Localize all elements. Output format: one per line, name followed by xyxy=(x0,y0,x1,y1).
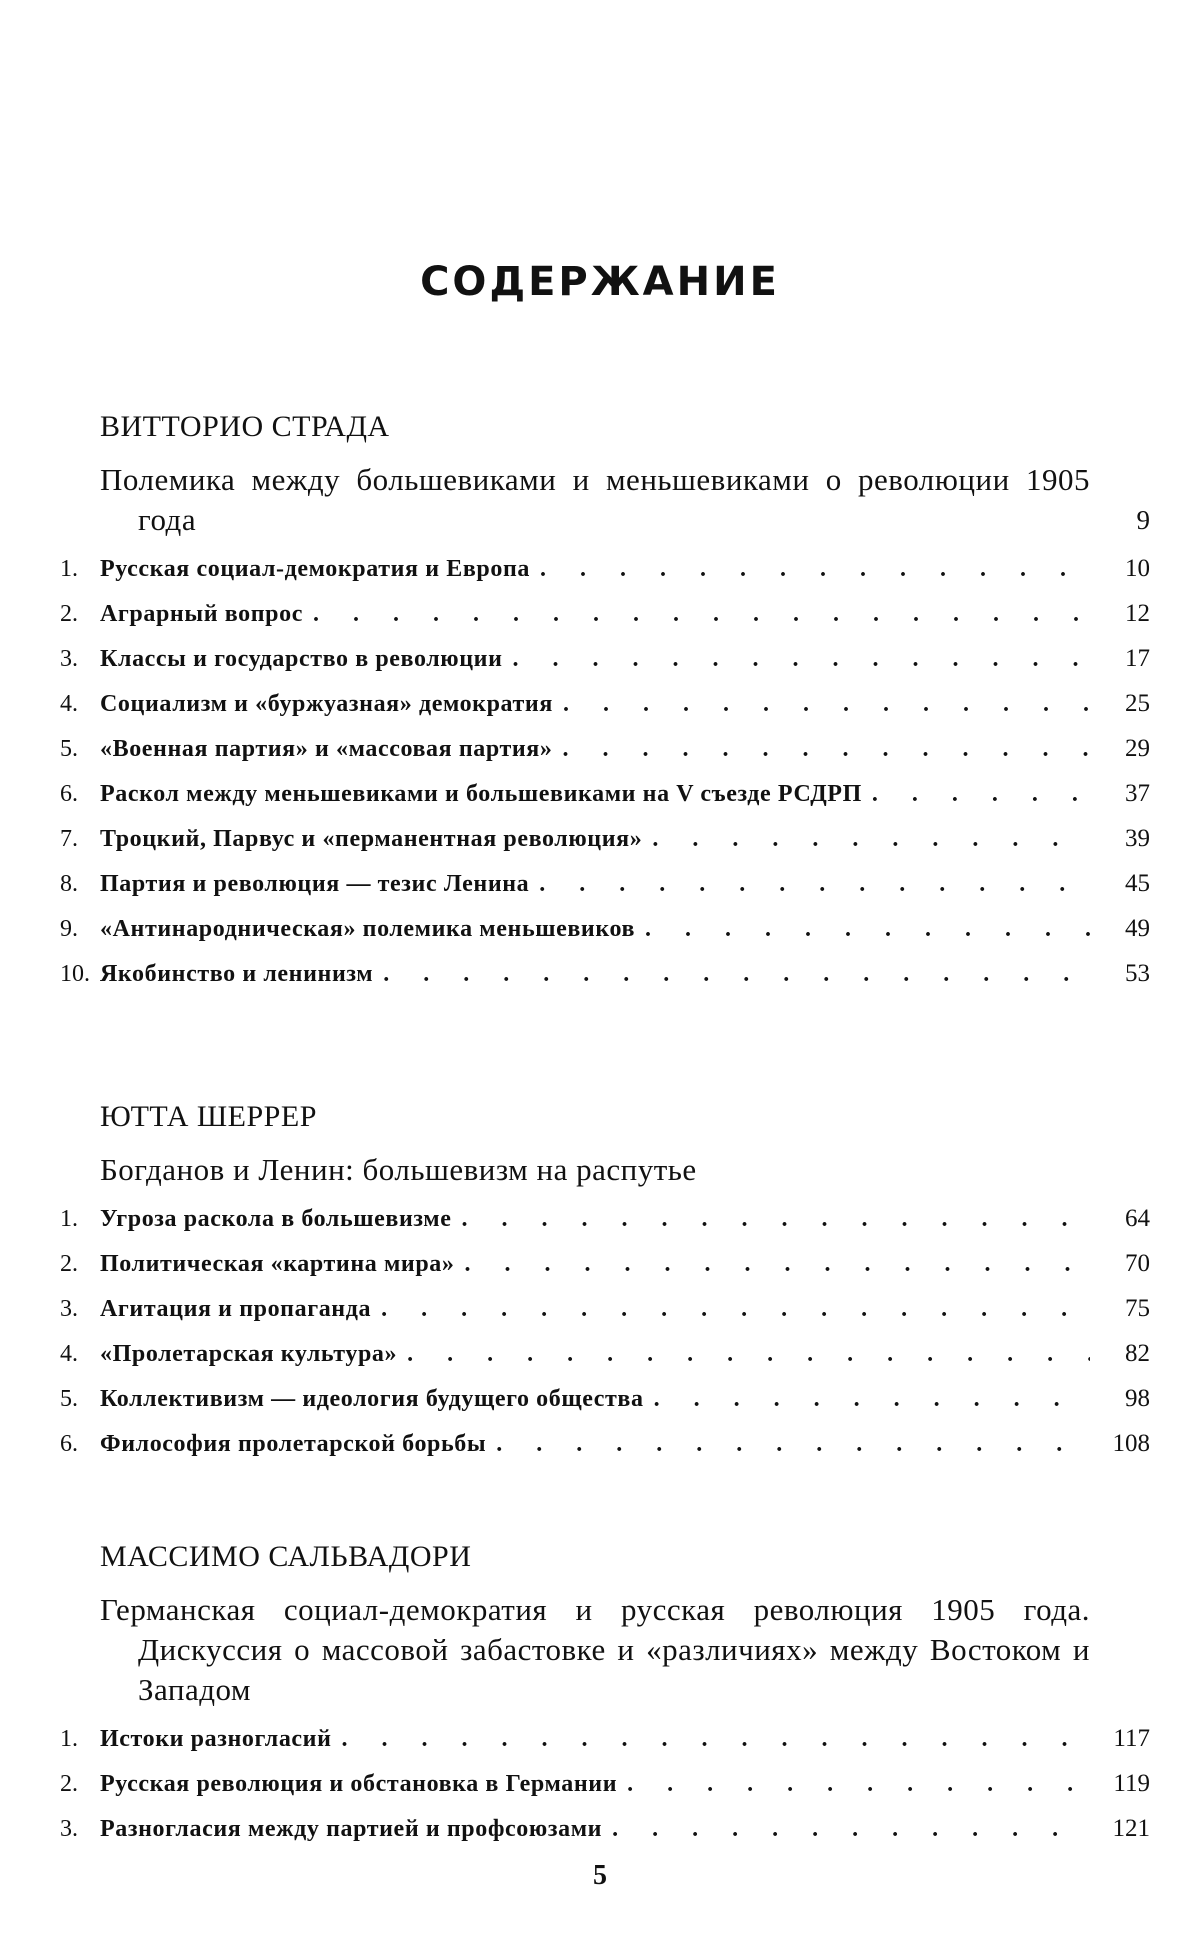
dot-leader xyxy=(644,1384,1090,1414)
toc-entry-number: 1. xyxy=(60,1206,78,1232)
toc-entry-number: 2. xyxy=(60,601,78,627)
toc-section-salvadori xyxy=(60,1540,1150,1859)
toc-entry-number: 7. xyxy=(60,826,78,852)
toc-entry[interactable] xyxy=(60,1294,1150,1324)
toc-entry-number: 5. xyxy=(60,1386,78,1412)
toc-entry-number: 1. xyxy=(60,1726,78,1752)
toc-entry-page: 108 xyxy=(1112,1430,1150,1457)
toc-entry-page: 98 xyxy=(1125,1385,1150,1412)
toc-entry-number: 3. xyxy=(60,1296,78,1322)
toc-entry[interactable] xyxy=(60,824,1150,854)
toc-entry-page: 82 xyxy=(1125,1340,1150,1367)
toc-list xyxy=(60,554,1150,989)
toc-entry-number: 9. xyxy=(60,916,78,942)
dot-leader xyxy=(553,689,1090,719)
page-number: 5 xyxy=(593,1860,607,1891)
toc-entry-title: Русская социал-демократия и Европа xyxy=(100,556,531,582)
toc-entry-number: 1. xyxy=(60,556,78,582)
toc-entry-number: 4. xyxy=(60,1341,78,1367)
toc-entry-title: «Военная партия» и «массовая партия» xyxy=(100,736,553,762)
toc-entry-page: 53 xyxy=(1125,960,1150,987)
toc-entry[interactable] xyxy=(60,1384,1150,1414)
toc-entry-title: Партия и революция — тезис Ленина xyxy=(100,871,530,897)
toc-entry[interactable] xyxy=(60,959,1150,989)
toc-section-strada xyxy=(60,410,1150,1004)
toc-entry-title: «Антинародническая» полемика меньшевиков xyxy=(100,916,636,942)
toc-entry-page: 64 xyxy=(1125,1205,1150,1232)
toc-entry-title: Истоки разногласий xyxy=(100,1726,332,1752)
toc-list xyxy=(60,1724,1150,1844)
dot-leader xyxy=(530,554,1090,584)
essay-title: Богданов и Ленин: большевизм на распутье xyxy=(100,1152,697,1187)
toc-entry[interactable] xyxy=(60,869,1150,899)
toc-entry[interactable] xyxy=(60,1339,1150,1369)
toc-entry[interactable] xyxy=(60,1204,1150,1234)
toc-entry[interactable] xyxy=(60,1429,1150,1459)
toc-entry-page: 29 xyxy=(1125,735,1150,762)
dot-leader xyxy=(862,779,1090,809)
toc-entry-page: 119 xyxy=(1113,1770,1150,1797)
dot-leader xyxy=(303,599,1090,629)
essay-heading xyxy=(100,1590,1150,1710)
dot-leader xyxy=(602,1814,1090,1844)
toc-entry-page: 45 xyxy=(1125,870,1150,897)
page-title: СОДЕРЖАНИЕ xyxy=(420,258,780,305)
essay-title: Германская социал-демократия и русская революция 1905 года. Дискуссия о массовой забастовке и «различиях» между Востоком и Западом xyxy=(100,1592,1090,1707)
toc-entry-page: 25 xyxy=(1125,690,1150,717)
toc-entry-page: 37 xyxy=(1125,780,1150,807)
toc-entry-title: Русская революция и обстановка в Германии xyxy=(100,1771,618,1797)
toc-entry-number: 6. xyxy=(60,781,78,807)
toc-entry-page: 117 xyxy=(1113,1725,1150,1752)
toc-section-scherrer xyxy=(60,1100,1150,1474)
toc-entry-title: Раскол между меньшевиками и большевиками на V съезде РСДРП xyxy=(100,781,862,807)
dot-leader xyxy=(332,1724,1090,1754)
dot-leader xyxy=(455,1249,1090,1279)
toc-entry-page: 10 xyxy=(1125,555,1150,582)
toc-entry-page: 17 xyxy=(1125,645,1150,672)
toc-entry-page: 121 xyxy=(1112,1815,1150,1842)
dot-leader xyxy=(371,1294,1090,1324)
toc-entry-title: «Пролетарская культура» xyxy=(100,1341,398,1367)
toc-entry-title: Социализм и «буржуазная» демократия xyxy=(100,691,553,717)
dot-leader xyxy=(486,1429,1090,1459)
essay-page-number: 9 xyxy=(1136,505,1150,535)
section-author: ВИТТОРИО СТРАДА xyxy=(100,410,390,443)
dot-leader xyxy=(373,959,1090,989)
dot-leader xyxy=(397,1339,1090,1369)
toc-entry-title: Якобинство и ленинизм xyxy=(100,961,374,987)
toc-entry[interactable] xyxy=(60,1249,1150,1279)
toc-entry-number: 3. xyxy=(60,646,78,672)
dot-leader xyxy=(642,824,1090,854)
toc-entry-number: 6. xyxy=(60,1431,78,1457)
section-author: МАССИМО САЛЬВАДОРИ xyxy=(100,1540,472,1573)
toc-entry-number: 10. xyxy=(60,961,90,987)
dot-leader xyxy=(529,869,1090,899)
toc-entry-number: 5. xyxy=(60,736,78,762)
toc-entry-title: Троцкий, Парвус и «перманентная революция» xyxy=(100,826,643,852)
toc-entry[interactable] xyxy=(60,1769,1150,1799)
toc-entry[interactable] xyxy=(60,734,1150,764)
section-author: ЮТТА ШЕРРЕР xyxy=(100,1100,317,1133)
dot-leader xyxy=(452,1204,1091,1234)
toc-entry-page: 12 xyxy=(1125,600,1150,627)
toc-entry-number: 8. xyxy=(60,871,78,897)
toc-entry[interactable] xyxy=(60,599,1150,629)
toc-entry[interactable] xyxy=(60,779,1150,809)
essay-heading xyxy=(100,460,1150,540)
toc-entry-title: Классы и государство в революции xyxy=(100,646,503,672)
toc-entry-title: Разногласия между партией и профсоюзами xyxy=(100,1816,603,1842)
essay-heading xyxy=(100,1150,1150,1190)
dot-leader xyxy=(503,644,1090,674)
toc-entry[interactable] xyxy=(60,914,1150,944)
toc-entry-page: 39 xyxy=(1125,825,1150,852)
toc-entry-page: 70 xyxy=(1125,1250,1150,1277)
toc-entry-number: 3. xyxy=(60,1816,78,1842)
toc-entry-page: 49 xyxy=(1125,915,1150,942)
toc-entry-number: 4. xyxy=(60,691,78,717)
toc-entry-number: 2. xyxy=(60,1771,78,1797)
dot-leader xyxy=(635,914,1090,944)
toc-list xyxy=(60,1204,1150,1459)
essay-title: Полемика между большевиками и меньшевиками о революции 1905 года xyxy=(100,462,1090,537)
toc-entry[interactable] xyxy=(60,1814,1150,1844)
toc-entry-title: Аграрный вопрос xyxy=(100,601,303,627)
toc-entry-number: 2. xyxy=(60,1251,78,1277)
toc-entry-title: Угроза раскола в большевизме xyxy=(100,1206,452,1232)
toc-entry-title: Философия пролетарской борьбы xyxy=(100,1431,487,1457)
toc-entry-title: Политическая «картина мира» xyxy=(100,1251,455,1277)
toc-entry-title: Коллективизм — идеология будущего общества xyxy=(100,1386,644,1412)
toc-entry[interactable] xyxy=(60,1724,1150,1754)
toc-entry-page: 75 xyxy=(1125,1295,1150,1322)
toc-entry[interactable] xyxy=(60,689,1150,719)
dot-leader xyxy=(617,1769,1090,1799)
toc-entry-title: Агитация и пропаганда xyxy=(100,1296,372,1322)
toc-entry[interactable] xyxy=(60,644,1150,674)
toc-entry[interactable] xyxy=(60,554,1150,584)
dot-leader xyxy=(553,734,1091,764)
